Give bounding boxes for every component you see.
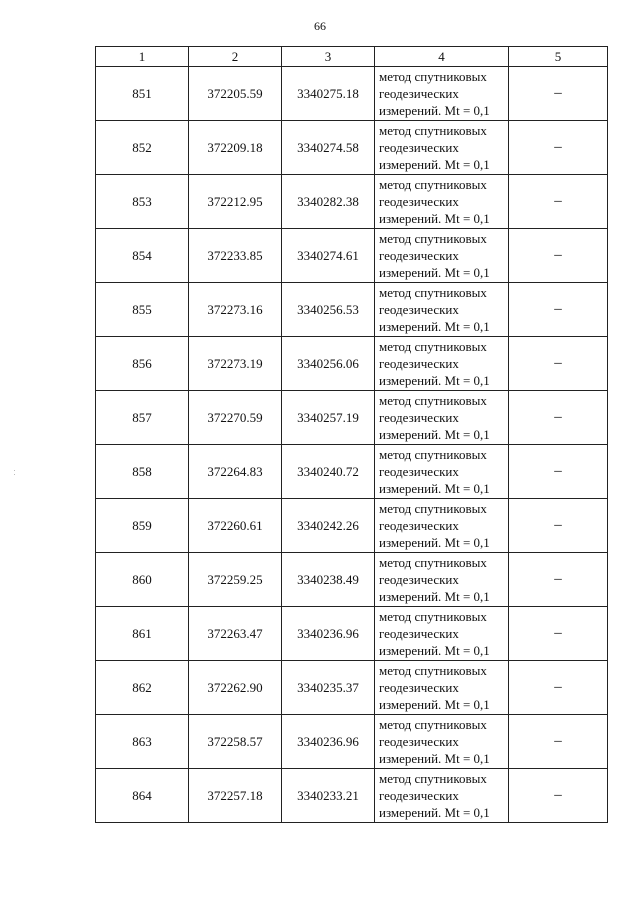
method-cell: [375, 229, 509, 283]
method-text-line: метод спутниковых: [379, 177, 487, 192]
method-cell: [375, 499, 509, 553]
method-text-line: геодезических: [379, 86, 459, 101]
x-coordinate-cell: 372258.57: [189, 715, 282, 769]
method-cell: [375, 67, 509, 121]
x-coordinate-cell: 372257.18: [189, 769, 282, 823]
table-row: [96, 121, 608, 175]
point-number-cell: 851: [96, 67, 189, 121]
method-text-line: метод спутниковых: [379, 663, 487, 678]
note-cell: –: [509, 121, 608, 175]
y-coordinate-cell: 3340256.53: [282, 283, 375, 337]
y-coordinate-cell: 3340240.72: [282, 445, 375, 499]
method-cell: [375, 175, 509, 229]
point-number-cell: 858: [96, 445, 189, 499]
note-cell: –: [509, 769, 608, 823]
method-cell: [375, 445, 509, 499]
x-coordinate-cell: 372205.59: [189, 67, 282, 121]
y-coordinate-cell: 3340275.18: [282, 67, 375, 121]
note-cell: –: [509, 283, 608, 337]
point-number-cell: 857: [96, 391, 189, 445]
method-text-line: метод спутниковых: [379, 69, 487, 84]
method-text-line: метод спутниковых: [379, 339, 487, 354]
y-coordinate-cell: 3340233.21: [282, 769, 375, 823]
method-text-line: метод спутниковых: [379, 771, 487, 786]
note-cell: –: [509, 607, 608, 661]
x-coordinate-cell: 372212.95: [189, 175, 282, 229]
point-number-cell: 853: [96, 175, 189, 229]
y-coordinate-cell: 3340242.26: [282, 499, 375, 553]
x-coordinate-cell: 372260.61: [189, 499, 282, 553]
y-coordinate-cell: 3340274.58: [282, 121, 375, 175]
note-cell: –: [509, 67, 608, 121]
page-number: 66: [314, 19, 326, 33]
note-cell: –: [509, 661, 608, 715]
method-text-line: метод спутниковых: [379, 285, 487, 300]
table-row: [96, 769, 608, 823]
method-text-line: измерений. Mt = 0,1: [379, 643, 490, 658]
method-text-line: измерений. Mt = 0,1: [379, 481, 490, 496]
x-coordinate-cell: 372273.16: [189, 283, 282, 337]
note-cell: –: [509, 553, 608, 607]
method-cell: [375, 769, 509, 823]
method-text-line: измерений. Mt = 0,1: [379, 157, 490, 172]
method-text-line: метод спутниковых: [379, 447, 487, 462]
header-row: [96, 47, 608, 67]
method-text-line: геодезических: [379, 680, 459, 695]
scan-artifact: [14, 474, 15, 475]
y-coordinate-cell: 3340256.06: [282, 337, 375, 391]
point-number-cell: 861: [96, 607, 189, 661]
note-cell: –: [509, 175, 608, 229]
point-number-cell: 855: [96, 283, 189, 337]
table-body: [96, 67, 608, 823]
point-number-cell: 854: [96, 229, 189, 283]
method-cell: [375, 661, 509, 715]
column-header-1: 1: [96, 47, 189, 67]
method-text-line: измерений. Mt = 0,1: [379, 211, 490, 226]
table-row: [96, 661, 608, 715]
method-text-line: геодезических: [379, 194, 459, 209]
method-text-line: измерений. Mt = 0,1: [379, 697, 490, 712]
scan-artifact: [14, 470, 15, 471]
method-text-line: геодезических: [379, 248, 459, 263]
note-cell: –: [509, 445, 608, 499]
method-cell: [375, 283, 509, 337]
method-text-line: геодезических: [379, 734, 459, 749]
note-cell: –: [509, 229, 608, 283]
method-cell: [375, 607, 509, 661]
method-cell: [375, 391, 509, 445]
method-text-line: измерений. Mt = 0,1: [379, 373, 490, 388]
y-coordinate-cell: 3340274.61: [282, 229, 375, 283]
method-text-line: измерений. Mt = 0,1: [379, 535, 490, 550]
table-row: [96, 607, 608, 661]
table-row: [96, 499, 608, 553]
method-text-line: геодезических: [379, 410, 459, 425]
method-text-line: измерений. Mt = 0,1: [379, 589, 490, 604]
point-number-cell: 863: [96, 715, 189, 769]
method-text-line: геодезических: [379, 302, 459, 317]
x-coordinate-cell: 372259.25: [189, 553, 282, 607]
y-coordinate-cell: 3340238.49: [282, 553, 375, 607]
coordinates-table: [95, 46, 608, 823]
method-text-line: измерений. Mt = 0,1: [379, 319, 490, 334]
y-coordinate-cell: 3340235.37: [282, 661, 375, 715]
column-header-4: 4: [375, 47, 509, 67]
table-row: [96, 283, 608, 337]
column-header-5: 5: [509, 47, 608, 67]
point-number-cell: 859: [96, 499, 189, 553]
table-row: [96, 229, 608, 283]
method-text-line: измерений. Mt = 0,1: [379, 103, 490, 118]
method-text-line: измерений. Mt = 0,1: [379, 805, 490, 820]
table-row: [96, 391, 608, 445]
method-text-line: метод спутниковых: [379, 393, 487, 408]
method-text-line: метод спутниковых: [379, 123, 487, 138]
note-cell: –: [509, 391, 608, 445]
x-coordinate-cell: 372209.18: [189, 121, 282, 175]
x-coordinate-cell: 372233.85: [189, 229, 282, 283]
method-text-line: геодезических: [379, 356, 459, 371]
method-text-line: измерений. Mt = 0,1: [379, 265, 490, 280]
y-coordinate-cell: 3340236.96: [282, 607, 375, 661]
table-row: [96, 67, 608, 121]
method-text-line: геодезических: [379, 464, 459, 479]
table-row: [96, 553, 608, 607]
note-cell: –: [509, 499, 608, 553]
column-header-2: 2: [189, 47, 282, 67]
point-number-cell: 862: [96, 661, 189, 715]
method-text-line: геодезических: [379, 140, 459, 155]
method-text-line: геодезических: [379, 572, 459, 587]
method-cell: [375, 337, 509, 391]
x-coordinate-cell: 372264.83: [189, 445, 282, 499]
x-coordinate-cell: 372263.47: [189, 607, 282, 661]
table-row: [96, 445, 608, 499]
method-text-line: метод спутниковых: [379, 609, 487, 624]
point-number-cell: 860: [96, 553, 189, 607]
table-row: [96, 715, 608, 769]
column-header-3: 3: [282, 47, 375, 67]
note-cell: –: [509, 337, 608, 391]
point-number-cell: 852: [96, 121, 189, 175]
table-header: [96, 47, 608, 67]
method-cell: [375, 715, 509, 769]
y-coordinate-cell: 3340236.96: [282, 715, 375, 769]
table-row: [96, 337, 608, 391]
method-text-line: геодезических: [379, 518, 459, 533]
method-cell: [375, 553, 509, 607]
x-coordinate-cell: 372262.90: [189, 661, 282, 715]
y-coordinate-cell: 3340282.38: [282, 175, 375, 229]
x-coordinate-cell: 372270.59: [189, 391, 282, 445]
point-number-cell: 864: [96, 769, 189, 823]
method-text-line: измерений. Mt = 0,1: [379, 427, 490, 442]
method-text-line: метод спутниковых: [379, 231, 487, 246]
method-text-line: метод спутниковых: [379, 501, 487, 516]
y-coordinate-cell: 3340257.19: [282, 391, 375, 445]
method-text-line: метод спутниковых: [379, 555, 487, 570]
method-text-line: измерений. Mt = 0,1: [379, 751, 490, 766]
method-cell: [375, 121, 509, 175]
point-number-cell: 856: [96, 337, 189, 391]
method-text-line: метод спутниковых: [379, 717, 487, 732]
note-cell: –: [509, 715, 608, 769]
method-text-line: геодезических: [379, 626, 459, 641]
table-row: [96, 175, 608, 229]
method-text-line: геодезических: [379, 788, 459, 803]
x-coordinate-cell: 372273.19: [189, 337, 282, 391]
